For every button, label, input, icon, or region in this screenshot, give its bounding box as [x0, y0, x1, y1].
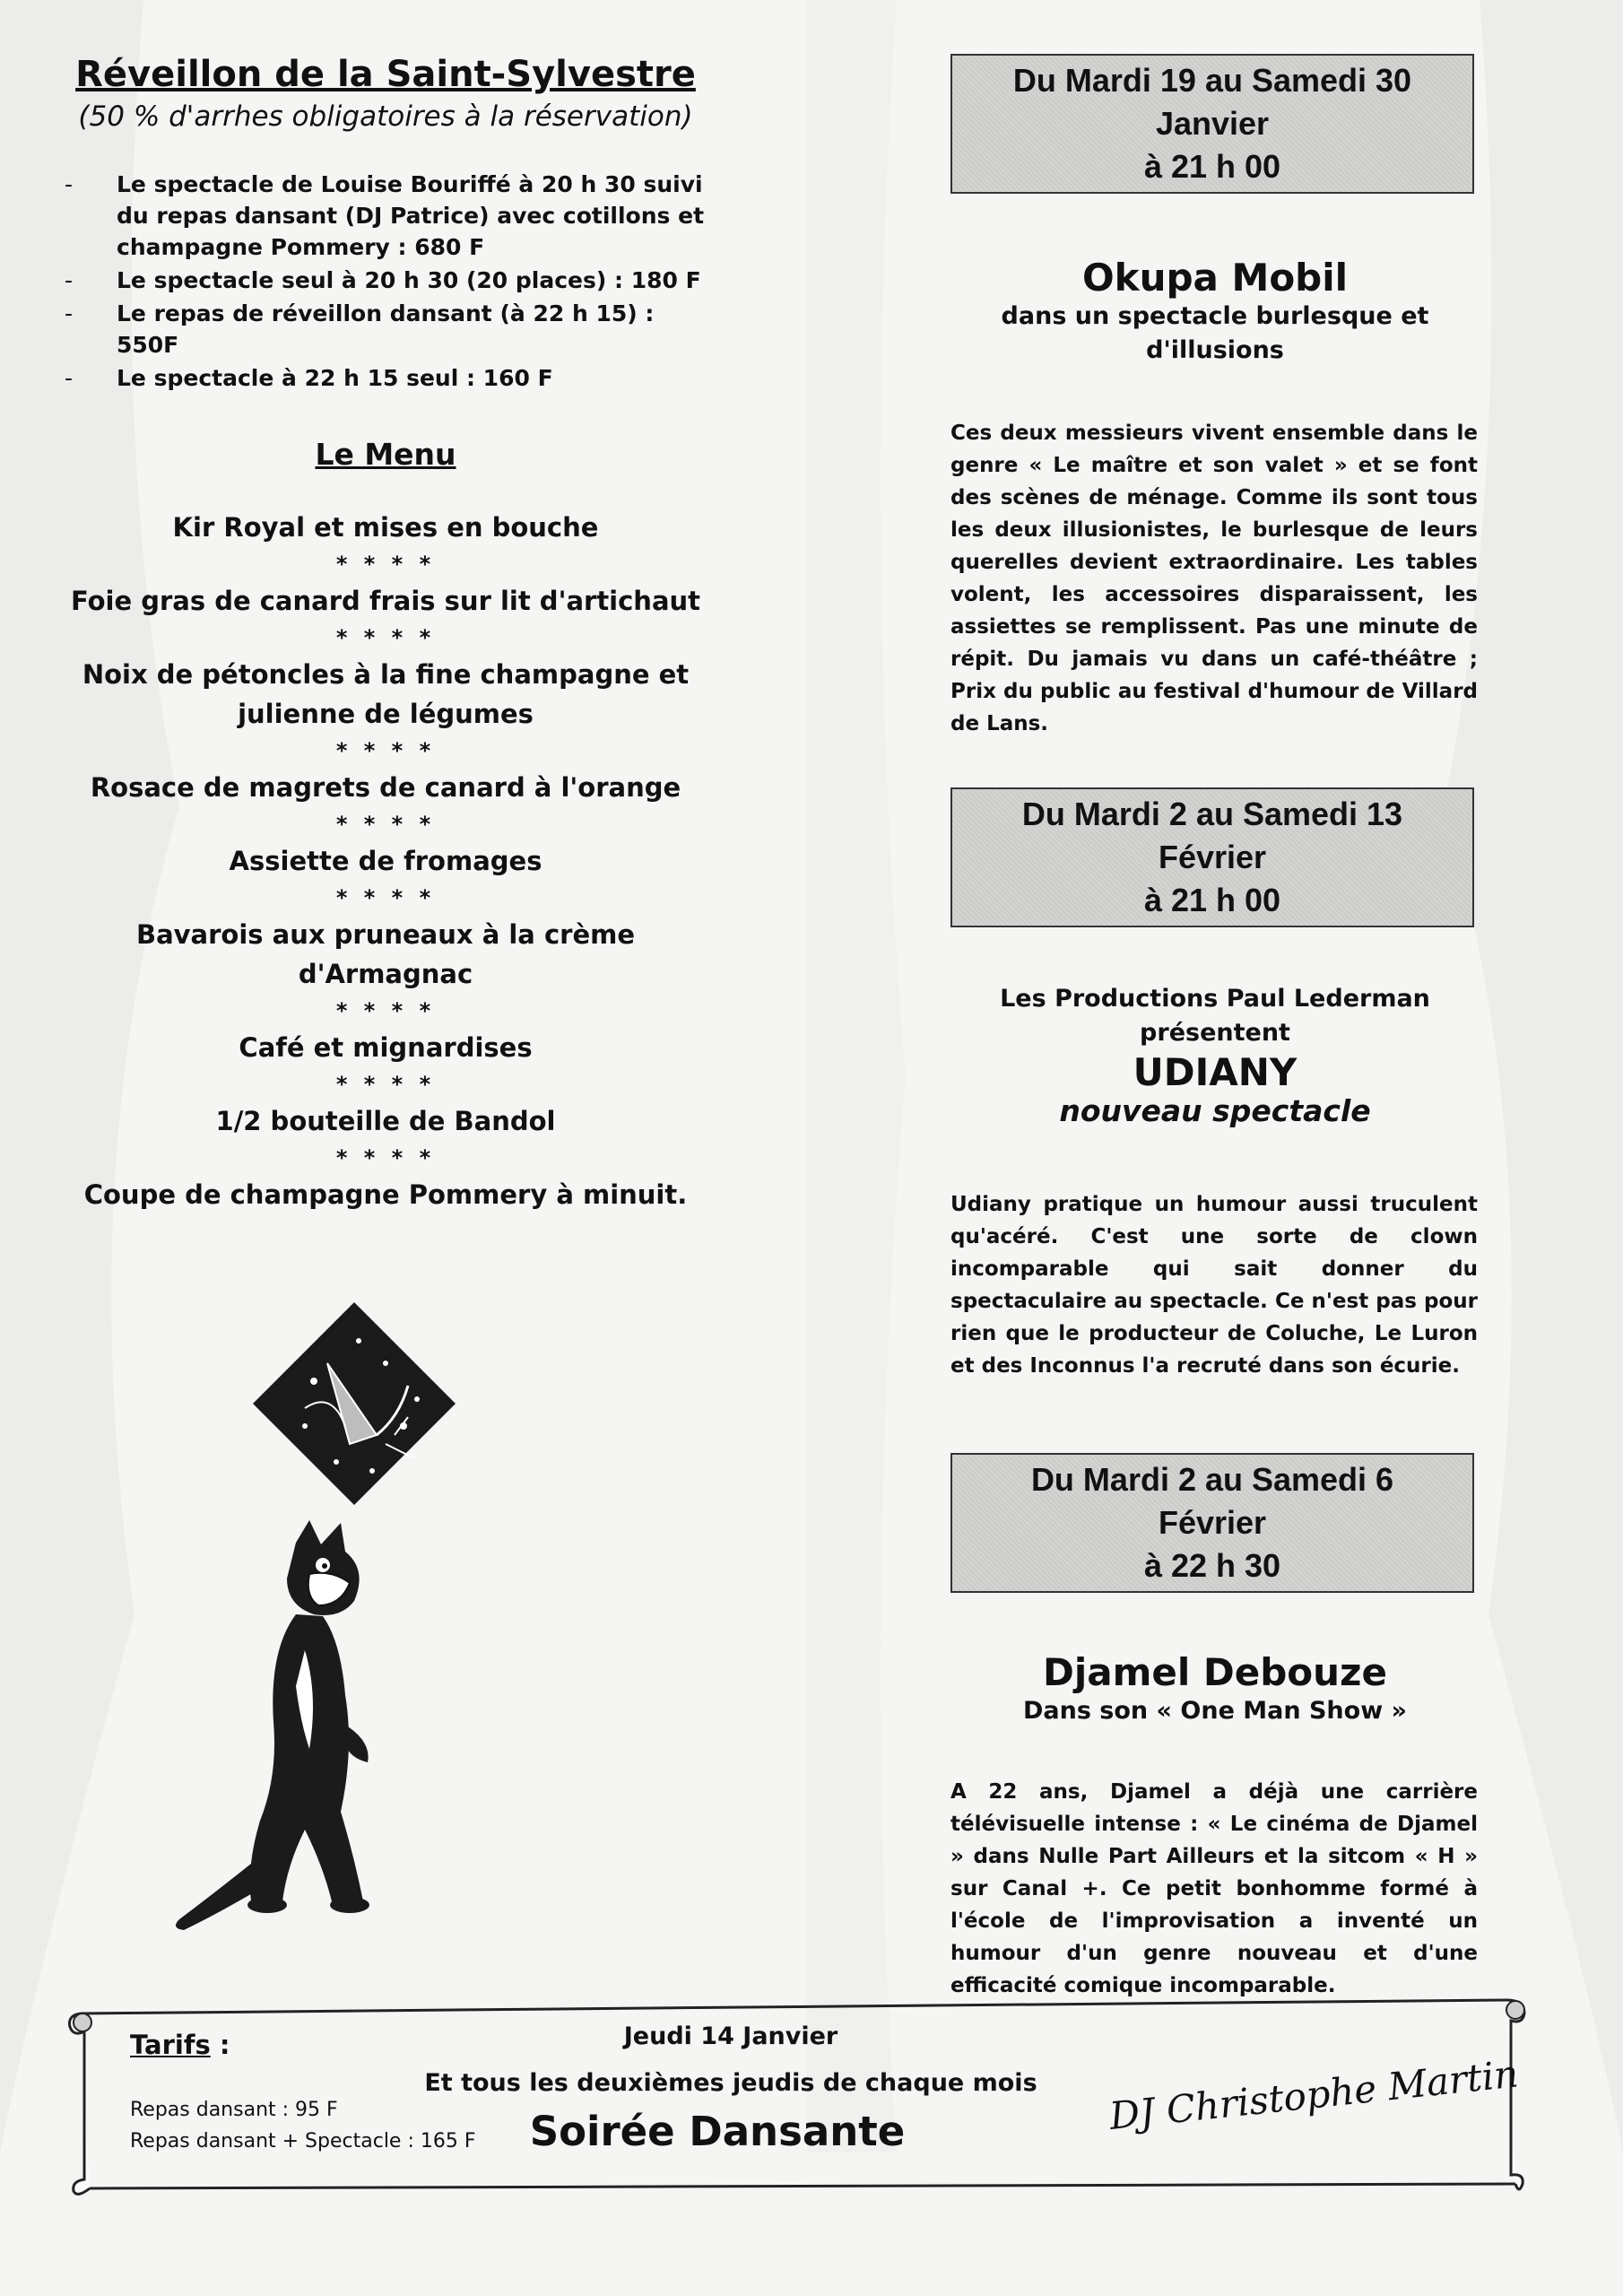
event-name: Soirée Dansante	[529, 2108, 906, 2155]
list-item: - Le spectacle à 22 h 15 seul : 160 F	[54, 362, 717, 394]
show-date-box	[950, 1453, 1474, 1593]
reveillon-price-list	[54, 169, 717, 394]
menu-separator: * * * *	[335, 1072, 436, 1097]
act-name: Okupa Mobil	[1081, 256, 1349, 300]
date-line: Du Mardi 2 au Samedi 13	[1021, 796, 1403, 832]
presenter-line: Les Productions Paul Lederman	[1000, 985, 1430, 1013]
dance-night-banner	[63, 1996, 1533, 2197]
act-name: UDIANY	[1133, 1050, 1298, 1094]
event-date: Jeudi 14 Janvier	[623, 2022, 838, 2050]
list-item: - Le repas de réveillon dansant (à 22 h 15) : 550F	[54, 298, 717, 361]
left-column	[54, 54, 717, 1214]
menu-dish: Café et mignardises	[239, 1032, 533, 1063]
menu-separator: * * * *	[335, 738, 436, 763]
act-subtitle: d'illusions	[1146, 336, 1284, 364]
date-line: Du Mardi 19 au Samedi 30	[1012, 62, 1412, 99]
menu-separator: * * * *	[335, 552, 436, 577]
confetti-diamond-icon	[251, 1300, 457, 1507]
date-line: Février	[1158, 839, 1267, 875]
show-description: Udiany pratique un humour aussi truculent qu'acéré. C'est une sorte de clown incomparable qui sait donner du spectaculaire au spectacle. Ce n'est pas pour rien que le producteur de Coluche, Le Luron et des Inconnus l'a recruté dans son écurie.	[950, 1193, 1478, 1378]
act-subtitle: Dans son « One Man Show »	[1022, 1697, 1407, 1725]
reveillon-subtitle: (50 % d'arrhes obligatoires à la réservation)	[78, 100, 693, 133]
menu-title: Le Menu	[315, 437, 456, 472]
show-date-box	[950, 787, 1474, 927]
menu-separator: * * * *	[335, 998, 436, 1023]
menu-dish: Kir Royal et mises en bouche	[172, 512, 599, 543]
tarifs-colon: :	[210, 2030, 230, 2060]
menu-dish: Assiette de fromages	[229, 846, 542, 876]
show-heading	[950, 982, 1480, 1128]
act-subtitle: dans un spectacle burlesque et	[1001, 302, 1429, 330]
date-line: Février	[1158, 1504, 1267, 1541]
date-line: Du Mardi 2 au Samedi 6	[1030, 1461, 1394, 1498]
show-date-box	[950, 54, 1474, 194]
list-item: - Le spectacle de Louise Bouriffé à 20 h 30 suivi du repas dansant (DJ Patrice) avec cotillons et champagne Pommery : 680 F	[54, 169, 717, 263]
menu-list	[54, 508, 717, 1214]
list-item: - Le spectacle seul à 20 h 30 (20 places) : 180 F	[54, 265, 717, 296]
menu-dish: 1/2 bouteille de Bandol	[215, 1106, 556, 1136]
show-heading	[950, 1650, 1480, 1728]
menu-separator: * * * *	[335, 625, 436, 650]
show-heading	[950, 256, 1480, 368]
show-description: Ces deux messieurs vivent ensemble dans le genre « Le maître et son valet » et se font des scènes de ménage. Comme ils sont tous les deux illusionistes, le burlesque de leurs querelles devient extraordinaire. Les tables volent, les accessoires disparaissent, les assiettes se remplissent. Pas une minute de répit. Du jamais vu dans un café-théâtre ; Prix du public au festival d'humour de Villard de Lans.	[950, 422, 1478, 735]
menu-dish: Coupe de champagne Pommery à minuit.	[83, 1179, 688, 1210]
tarifs-label	[130, 2030, 230, 2060]
cartoon-cat-icon	[161, 1516, 457, 1946]
reveillon-title: Réveillon de la Saint-Sylvestre	[75, 54, 696, 95]
tarif-line: Repas dansant + Spectacle : 165 F	[130, 2130, 476, 2152]
presenter-line: présentent	[1140, 1019, 1290, 1047]
menu-separator: * * * *	[335, 1145, 436, 1170]
date-line: Janvier	[1155, 105, 1270, 142]
date-line: à 21 h 00	[1143, 882, 1281, 918]
tarif-line: Repas dansant : 95 F	[130, 2099, 338, 2121]
dj-name: DJ Christophe Martin	[1107, 2051, 1521, 2138]
menu-dish: Foie gras de canard frais sur lit d'artichaut	[70, 586, 701, 616]
event-frequency: Et tous les deuxièmes jeudis de chaque mois	[424, 2069, 1037, 2097]
tarifs-label-text: Tarifs	[130, 2030, 211, 2060]
date-line: à 22 h 30	[1143, 1547, 1281, 1584]
act-name: Djamel Debouze	[1043, 1650, 1387, 1694]
menu-dish: Rosace de magrets de canard à l'orange	[90, 772, 681, 803]
show-description: A 22 ans, Djamel a déjà une carrière télévisuelle intense : « Le cinéma de Djamel » dans Nulle Part Ailleurs et la sitcom « H » sur Canal +. Ce petit bonhomme formé à l'école de l'improvisation a inventé un humour d'un genre nouveau et d'une efficacité comique incomparable.	[950, 1780, 1478, 1997]
menu-dish: Noix de pétoncles à la fine champagne et julienne de légumes	[82, 659, 690, 729]
menu-dish: Bavarois aux pruneaux à la crème d'Armagnac	[135, 919, 636, 989]
menu-separator: * * * *	[335, 812, 436, 837]
menu-separator: * * * *	[335, 885, 436, 910]
act-subtitle: nouveau spectacle	[1059, 1093, 1371, 1128]
date-line: à 21 h 00	[1143, 148, 1281, 185]
